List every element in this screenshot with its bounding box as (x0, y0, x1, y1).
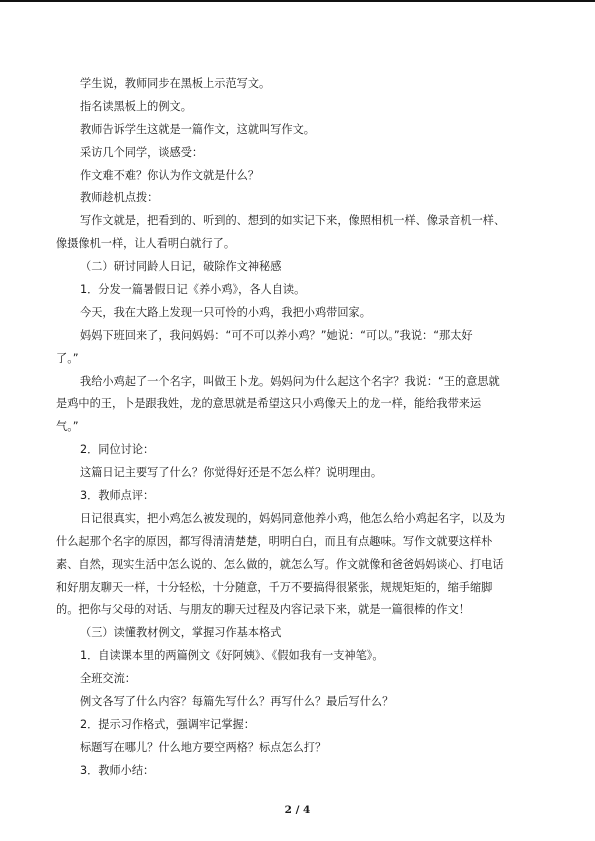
text-line: 3．教师小结： (80, 763, 155, 777)
text-line: 什么起那个名字的原因，都写得清清楚楚，明明白白，而且有点趣味。写作文就要这样朴 (56, 534, 493, 548)
text-line: 写作文就是，把看到的、听到的、想到的如实记下来，像照相机一样、像录音机一样、 (80, 214, 506, 228)
text-line: 2．同位讨论： (80, 443, 155, 457)
page-number: 2 / 4 (284, 804, 311, 816)
text-line: 妈妈下班回来了，我问妈妈：“可不可以养小鸡？”她说：“可以。”我说：“那太好 (80, 328, 473, 342)
text-line: 像摄像机一样，让人看明白就行了。 (56, 237, 236, 251)
text-line: 今天，我在大路上发现一只可怜的小鸡，我把小鸡带回家。 (80, 305, 371, 319)
text-line: 的。把你与父母的对话、与朋友的聊天过程及内容记录下来，就是一篇很棒的作文！ (56, 603, 470, 617)
text-line: 是鸡中的王，卜是跟我姓，龙的意思就是希望这只小鸡像天上的龙一样，能给我带来运 (56, 397, 482, 411)
text-line: 例文各写了什么内容？每篇先写什么？再写什么？最后写什么？ (80, 695, 394, 709)
text-line: 素、自然，现实生活中怎么说的、怎么做的，就怎么写。作文就像和爸爸妈妈谈心、打电话 (56, 557, 504, 571)
text-line: 和好朋友聊天一样，十分轻松，十分随意，千万不要搞得很紧张，规规矩矩的，缩手缩脚 (56, 580, 493, 594)
text-line: 标题写在哪儿？什么地方要空两格？标点怎么打？ (80, 740, 327, 754)
text-line: 2．提示习作格式，强调牢记掌握： (80, 717, 255, 731)
section-heading: （三）读懂教材例文，掌握习作基本格式 (80, 626, 282, 640)
text-line: 指名读黑板上的例文。 (80, 99, 192, 113)
text-line: 学生说，教师同步在黑板上示范写文。 (80, 77, 271, 90)
top-border-rule (0, 0, 595, 2)
text-line: 教师告诉学生这就是一篇作文，这就叫写作文。 (80, 122, 315, 136)
text-line: 气。” (56, 420, 79, 434)
text-line: 作文难不难？你认为作文就是什么？ (80, 168, 260, 182)
text-line: 3．教师点评： (80, 489, 155, 503)
text-line: 1．分发一篇暑假日记《养小鸡》，各人自读。 (80, 283, 306, 297)
text-line: 日记很真实，把小鸡怎么被发现的，妈妈同意他养小鸡，他怎么给小鸡起名字，以及为 (80, 511, 506, 525)
document-body (56, 73, 520, 783)
text-line: 1．自读课本里的两篇例文《好阿姨》、《假如我有一支神笔》。 (80, 649, 384, 663)
text-line: 这篇日记主要写了什么？你觉得好还是不怎么样？说明理由。 (80, 466, 383, 480)
text-line: 教师趁机点拨： (80, 191, 159, 205)
text-line: 我给小鸡起了一个名字，叫做王卜龙。妈妈问为什么起这个名字？我说：“王的意思就 (80, 374, 500, 388)
text-line: 采访几个同学，谈感受： (80, 145, 204, 159)
text-line: 全班交流： (80, 672, 136, 686)
section-heading: （二）研讨同龄人日记，破除作文神秘感 (80, 260, 282, 274)
text-line: 了。” (56, 351, 79, 365)
